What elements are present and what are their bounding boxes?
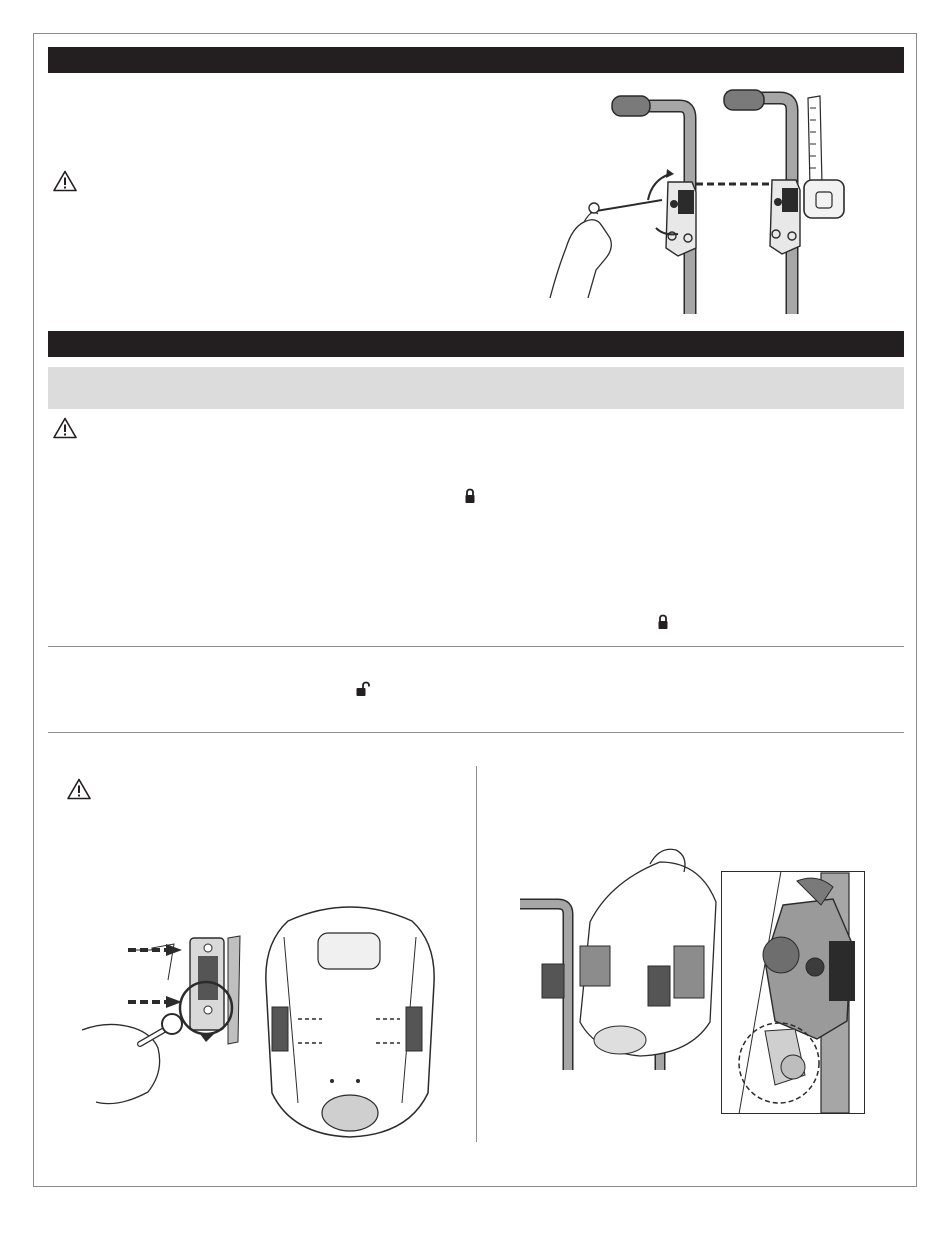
section-header-bar-1 <box>48 47 904 73</box>
hand-with-hex-wrench <box>550 200 662 298</box>
column-divider <box>476 766 477 1142</box>
frame-height-adjustment-illustration <box>540 88 870 314</box>
bracket-closeup-illustration <box>721 871 865 1114</box>
seat-shell-illustration <box>258 903 443 1138</box>
seat-mounting-illustration <box>520 842 720 1072</box>
locked-padlock-icon <box>464 488 476 504</box>
right-bracket <box>770 180 800 254</box>
warning-icon <box>67 778 91 800</box>
divider-rule <box>48 732 904 733</box>
warning-icon <box>53 170 77 192</box>
left-bracket <box>666 182 696 256</box>
warning-icon <box>53 417 77 439</box>
unlocked-padlock-icon <box>355 681 371 697</box>
locked-padlock-icon <box>657 614 669 630</box>
subsection-band <box>48 367 904 409</box>
wrench-bracket-illustration <box>78 930 246 1110</box>
section-header-bar-2 <box>48 331 904 357</box>
divider-rule <box>48 646 904 647</box>
tape-measure <box>804 96 844 218</box>
